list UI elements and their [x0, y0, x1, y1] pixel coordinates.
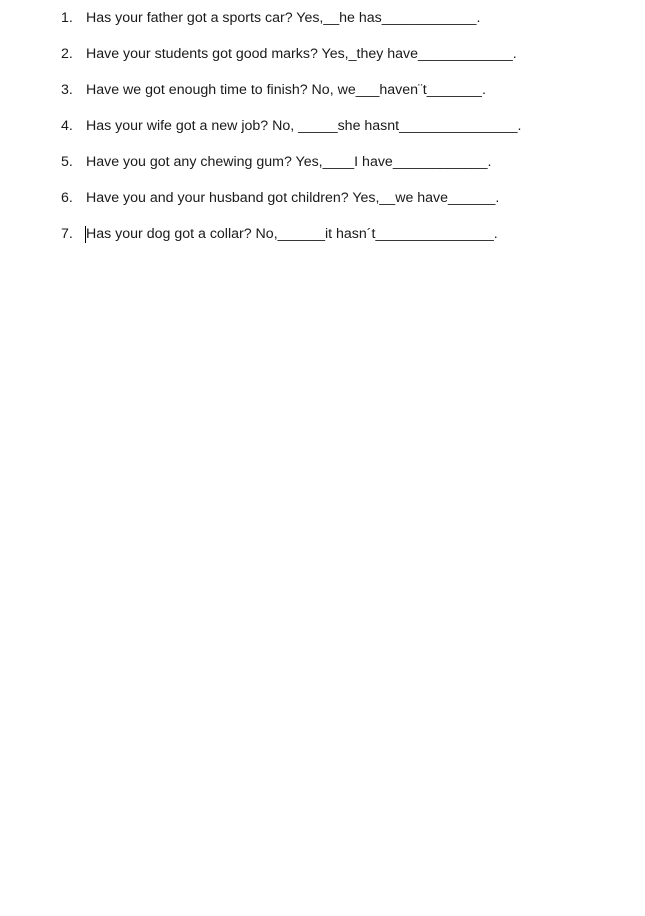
item-number: 6.: [61, 190, 73, 206]
list-item: [0, 8, 645, 44]
item-text[interactable]: Have your students got good marks? Yes,_they have____________.: [86, 46, 517, 62]
item-number: 3.: [61, 82, 73, 98]
list-item: [0, 188, 645, 224]
item-number: 5.: [61, 154, 73, 170]
list-item: [0, 152, 645, 188]
list-item: [0, 224, 645, 260]
item-text[interactable]: Have you got any chewing gum? Yes,____I have____________.: [86, 154, 492, 170]
item-text[interactable]: Have you and your husband got children? Yes,__we have______.: [86, 190, 500, 206]
exercise-list: [0, 8, 645, 260]
item-text[interactable]: Has your wife got a new job? No, _____she hasnt_______________.: [86, 118, 522, 134]
item-number: 7.: [61, 226, 73, 242]
item-text[interactable]: Has your father got a sports car? Yes,__he has____________.: [86, 10, 481, 26]
item-number: 1.: [61, 10, 73, 26]
list-item: [0, 80, 645, 116]
item-text[interactable]: Has your dog got a collar? No,______it hasn´t_______________.: [86, 226, 498, 242]
list-item: [0, 44, 645, 80]
item-text[interactable]: Have we got enough time to finish? No, we___haven¨t_______.: [86, 82, 486, 98]
item-number: 4.: [61, 118, 73, 134]
list-item: [0, 116, 645, 152]
item-number: 2.: [61, 46, 73, 62]
